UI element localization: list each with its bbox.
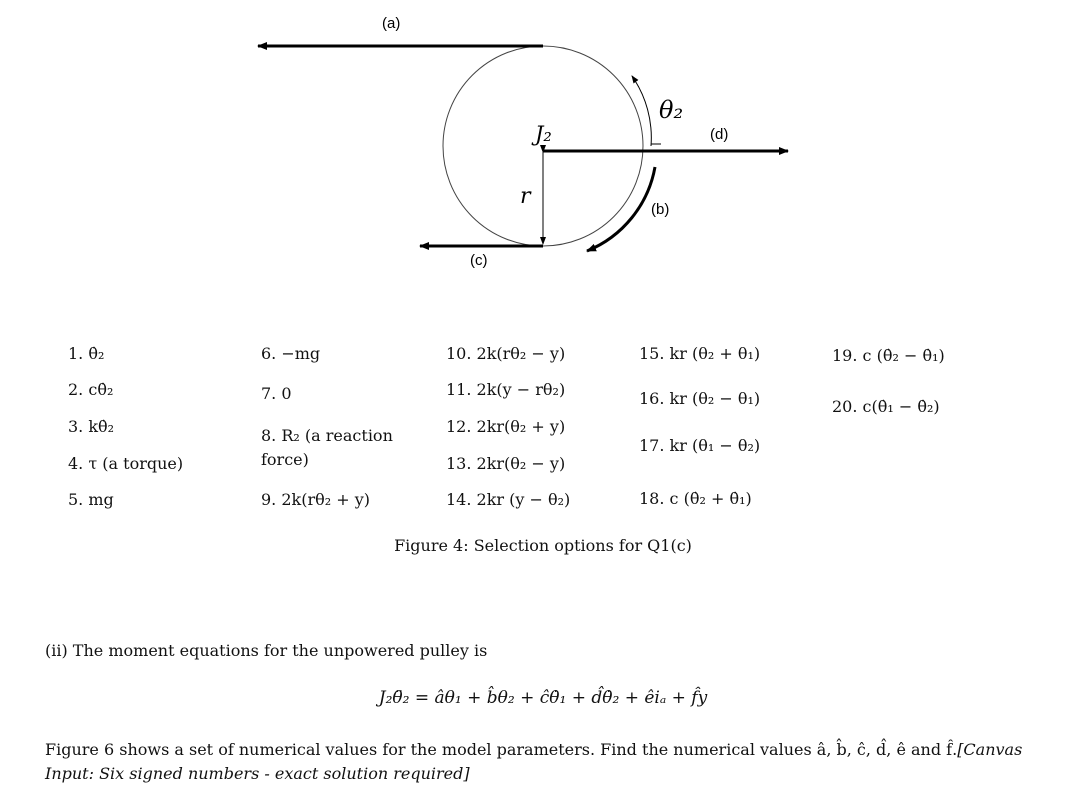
option-19: 19. c (θ̇₂ − θ̇₁) (832, 346, 945, 365)
option-5: 5. mg (68, 490, 114, 509)
option-8: 8. R₂ (a reaction force) (261, 426, 393, 469)
option-18: 18. c (θ̇₂ + θ̇₁) (639, 489, 752, 508)
pulley-diagram (0, 0, 1086, 300)
option-7: 7. 0 (261, 384, 292, 403)
option-6: 6. −mg (261, 344, 321, 363)
question-text (45, 738, 1045, 786)
label-c: (c) (470, 252, 488, 269)
option-20: 20. c(θ̇₁ − θ̇₂) (832, 397, 940, 416)
canvas-input-note: [Canvas Input: Six signed numbers - exact solution required] (45, 740, 1023, 783)
option-14: 14. 2kr (y − θ₂) (446, 490, 571, 509)
option-9: 9. 2k(rθ₂ + y) (261, 490, 371, 509)
option-4: 4. τ (a torque) (68, 454, 184, 473)
option-3: 3. kθ̇₂ (68, 417, 115, 436)
theta-arc-arrow (632, 76, 651, 146)
option-10: 10. 2k(rθ₂ − y) (446, 344, 566, 363)
label-b: (b) (651, 201, 670, 218)
option-12: 12. 2kr(θ₂ + y) (446, 417, 566, 436)
option-16: 16. kr (θ₂ − θ₁) (639, 389, 761, 408)
label-J2: J₂ (535, 122, 552, 146)
question-intro: (ii) The moment equations for the unpowered pulley is (45, 641, 488, 660)
option-1: 1. θ̇₂ (68, 344, 105, 363)
label-r: r (520, 184, 531, 209)
option-15: 15. kr (θ₂ + θ₁) (639, 344, 761, 363)
label-theta2: θ₂ (659, 96, 684, 124)
option-11: 11. 2k(y − rθ₂) (446, 380, 566, 399)
figure-caption: Figure 4: Selection options for Q1(c) (394, 536, 692, 555)
question-body: Figure 6 shows a set of numerical values for the model parameters. Find the numerical values â, b̂, ĉ, d̂, ê and f̂. (45, 740, 958, 759)
option-13: 13. 2kr(θ₂ − y) (446, 454, 566, 473)
label-d: (d) (710, 126, 729, 143)
moment-equation: J₂θ̈₂ = âθ₁ + b̂θ₂ + ĉθ̇₁ + d̂θ̇₂ + êiₐ + f̂y (378, 688, 708, 708)
label-a: (a) (382, 15, 401, 32)
option-17: 17. kr (θ₁ − θ₂) (639, 436, 761, 455)
option-2: 2. cθ̇₂ (68, 380, 114, 399)
